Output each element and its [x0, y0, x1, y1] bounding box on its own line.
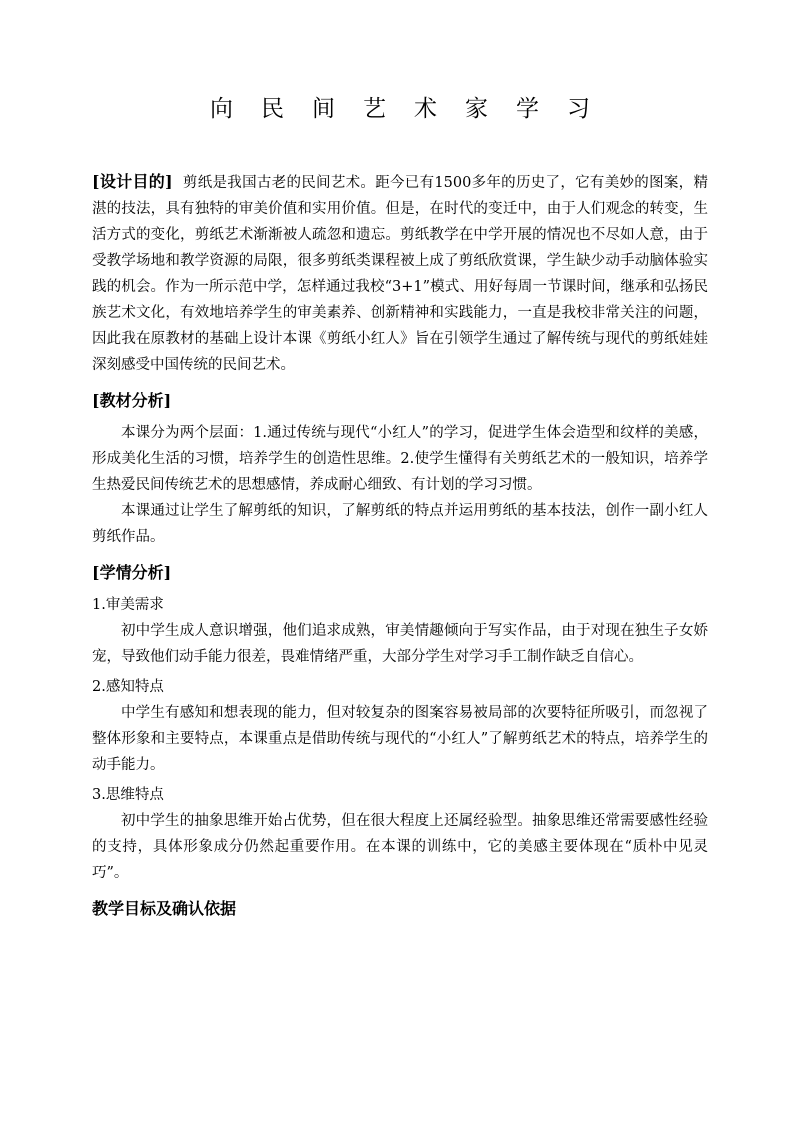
aesthetic-needs-label: 1.审美需求	[92, 597, 164, 613]
material-analysis-paragraph-1: 本课分为两个层面：1.通过传统与现代“小红人”的学习，促进学生体会造型和纹样的美感，形成美化生活的习惯，培养学生的创造性思维。2.使学生懂得有关剪纸艺术的一般知识，培养学生热爱民间传统艺术的思想感情，养成耐心细致、有计划的学习习惯。	[92, 425, 708, 493]
thinking-text: 初中学生的抽象思维开始占优势，但在很大程度上还属经验型。抽象思维还常需要感性经验的支持，具体形象成分仍然起重要作用。在本课的训练中，它的美感主要体现在“质朴中见灵巧”。	[92, 813, 708, 881]
document-page	[92, 90, 708, 928]
material-analysis-paragraph-2: 本课通过让学生了解剪纸的知识，了解剪纸的特点并运用剪纸的基本技法，创作一副小红人剪纸作品。	[92, 503, 708, 545]
design-purpose-text: 剪纸是我国古老的民间艺术。距今已有1500多年的历史了，它有美妙的图案，精湛的技法，具有独特的审美价值和实用价值。但是，在时代的变迁中，由于人们观念的转变，生活方式的变化，剪纸艺术渐渐被人疏忽和遗忘。剪纸教学在中学开展的情况也不尽如人意，由于受教学场地和教学资源的局限，很多剪纸类课程被上成了剪纸欣赏课，学生缺少动手动脑体验实践的机会。作为一所示范中学，怎样通过我校“3+1”模式、用好每周一节课时间，继承和弘扬民族艺术文化，有效地培养学生的审美素养、创新精神和实践能力，一直是我校非常关注的问题，因此我在原教材的基础上设计本课《剪纸小红人》旨在引领学生通过了解传统与现代的剪纸娃娃深刻感受中国传统的民间艺术。	[92, 175, 708, 373]
design-purpose-paragraph	[92, 169, 708, 378]
aesthetic-needs-text: 初中学生成人意识增强，他们追求成熟，审美情趣倾向于写实作品，由于对现在独生子女娇宠，导致他们动手能力很差，畏难情绪严重，大部分学生对学习手工制作缺乏自信心。	[92, 623, 708, 665]
thinking-label: 3.思维特点	[92, 787, 164, 803]
objectives-heading: 教学目标及确认依据	[92, 899, 237, 918]
material-analysis-heading: [教材分析]	[92, 391, 172, 410]
perception-text: 中学生有感知和想表现的能力，但对较复杂的图案容易被局部的次要特征所吸引，而忽视了整体形象和主要特点，本课重点是借助传统与现代的“小红人”了解剪纸艺术的特点，培养学生的动手能力。	[92, 705, 708, 773]
document-title: 向民间艺术家学习	[210, 96, 618, 122]
design-purpose-heading: [设计目的]	[92, 172, 173, 191]
student-analysis-heading: [学情分析]	[92, 563, 172, 582]
perception-label: 2.感知特点	[92, 679, 164, 695]
